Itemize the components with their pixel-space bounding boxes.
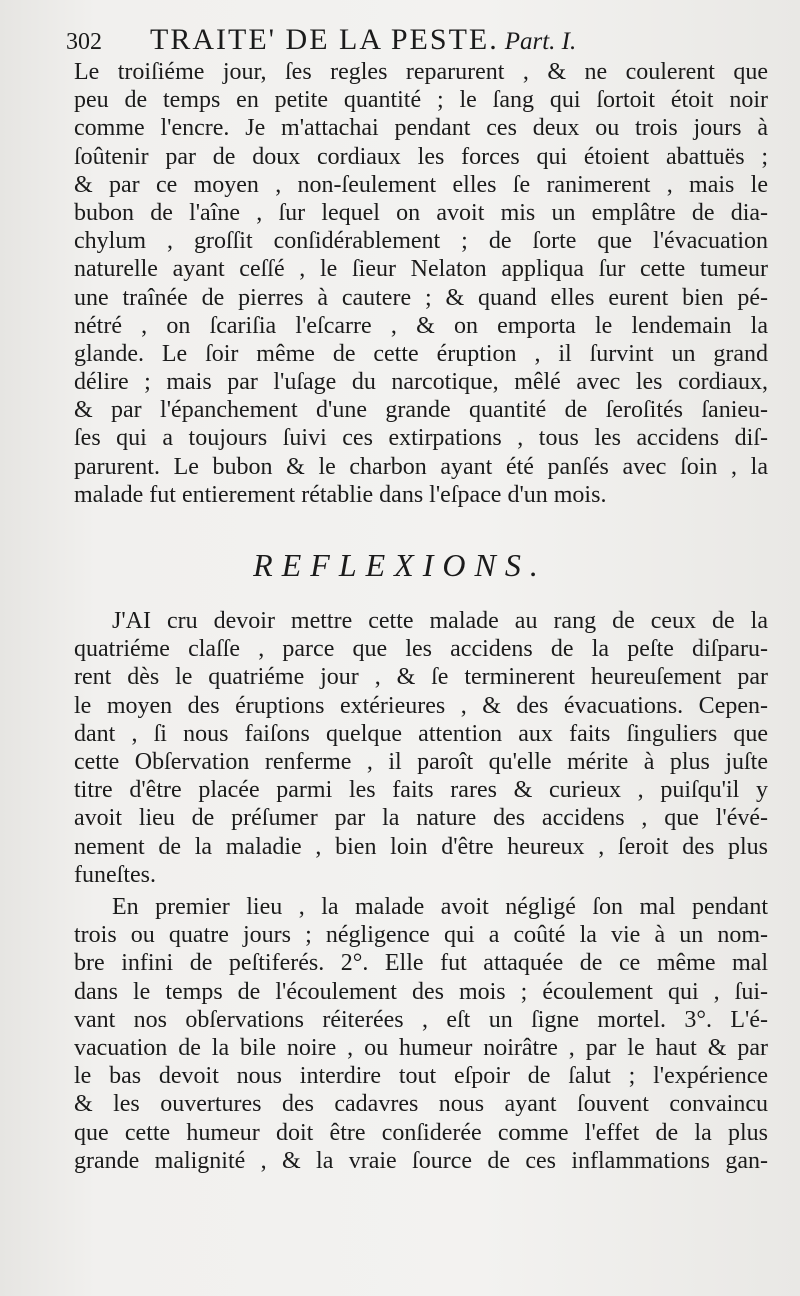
running-title: TRAITE' DE LA PESTE. — [150, 23, 499, 56]
text-line: peu de temps en petite quantité ; le ſang qui ſortoit étoit noir — [74, 87, 768, 114]
text-line: comme l'encre. Je m'attachai pendant ces deux ou trois jours à — [74, 115, 768, 142]
text-line: & par ce moyen , non-ſeulement elles ſe ranimerent , mais le — [74, 171, 768, 198]
text-line: délire ; mais par l'uſage du narcotique, mêlé avec les cordiaux, — [74, 369, 768, 396]
paragraph-observation-end — [74, 58, 768, 509]
part-label: Part. I. — [504, 28, 577, 55]
text-line: une traînée de pierres à cautere ; & quand elles eurent bien pé- — [74, 284, 768, 311]
text-line: naturelle ayant ceſſé , le ſieur Nelaton appliqua ſur cette tumeur — [74, 256, 768, 283]
section-heading: REFLEXIONS. — [253, 547, 547, 583]
text-line: avoit lieu de préſumer par la nature des accidens , que l'évé- — [74, 805, 768, 832]
text-line: grande malignité , & la vraie ſource de ces inflammations gan- — [74, 1147, 768, 1174]
text-line: dant , ſi nous faiſons quelque attention aux faits ſinguliers que — [74, 720, 768, 747]
text-line: parurent. Le bubon & le charbon ayant été panſés avec ſoin , la — [74, 453, 768, 480]
text-line: dans le temps de l'écoulement des mois ; écoulement qui , ſui- — [74, 978, 768, 1005]
text-line: nement de la maladie , bien loin d'être heureux , ſeroit des plus — [74, 833, 768, 860]
paragraph-reflexions-1 — [74, 607, 768, 889]
text-line: le moyen des éruptions extérieures , & des évacuations. Cepen- — [74, 692, 768, 719]
text-line: quatriéme claſſe , parce que les accidens de la peſte diſparu- — [74, 636, 768, 663]
text-line: funeſtes. — [74, 861, 156, 888]
text-line: & les ouvertures des cadavres nous ayant ſouvent convaincu — [74, 1091, 768, 1118]
text-line: chylum , groſſit conſidérablement ; de ſorte que l'évacuation — [74, 228, 768, 255]
text-line: nétré , on ſcariſia l'eſcarre , & on emporta le lendemain la — [74, 312, 768, 339]
paragraph-reflexions-2 — [74, 893, 768, 1175]
running-header — [66, 20, 746, 60]
text-line: & par l'épanchement d'une grande quantité de ſeroſités ſanieu- — [74, 397, 768, 424]
text-line: bubon de l'aîne , ſur lequel on avoit mis un emplâtre de dia- — [74, 199, 768, 226]
text-line: que cette humeur doit être conſiderée comme l'effet de la plus — [74, 1119, 768, 1146]
text-line: malade fut entierement rétablie dans l'eſpace d'un mois. — [74, 481, 607, 508]
text-line: titre d'être placée parmi les faits rares & curieux , puiſqu'il y — [74, 777, 768, 804]
text-line: glande. Le ſoir même de cette éruption , il ſurvint un grand — [74, 340, 768, 367]
text-line: bre infini de peſtiferés. 2°. Elle fut attaquée de ce même mal — [74, 950, 768, 977]
text-line: ſoûtenir par de doux cordiaux les forces qui étoient abattuës ; — [74, 143, 768, 170]
text-line: trois ou quatre jours ; négligence qui a coûté la vie à un nom- — [74, 922, 768, 949]
page-number: 302 — [66, 29, 102, 55]
text-line: vacuation de la bile noire , ou humeur noirâtre , par le haut & par — [74, 1034, 768, 1061]
text-line: J'AI cru devoir mettre cette malade au rang de ceux de la — [112, 608, 768, 634]
text-line: ſes qui a toujours ſuivi ces extirpations , tous les accidens diſ- — [74, 425, 768, 452]
text-line: vant nos obſervations réiterées , eſt un ſigne mortel. 3°. L'é- — [74, 1006, 768, 1033]
text-line: rent dès le quatriéme jour , & ſe terminerent heureuſement par — [74, 664, 768, 691]
text-line: En premier lieu , la malade avoit négligé ſon mal pendant — [112, 894, 768, 920]
text-line: cette Obſervation renferme , il paroît qu'elle mérite à plus juſte — [74, 748, 768, 775]
text-line: Le troiſiéme jour, ſes regles reparurent , & ne coulerent que — [74, 59, 768, 85]
text-line: le bas devoit nous interdire tout eſpoir de ſalut ; l'expérience — [74, 1063, 768, 1090]
